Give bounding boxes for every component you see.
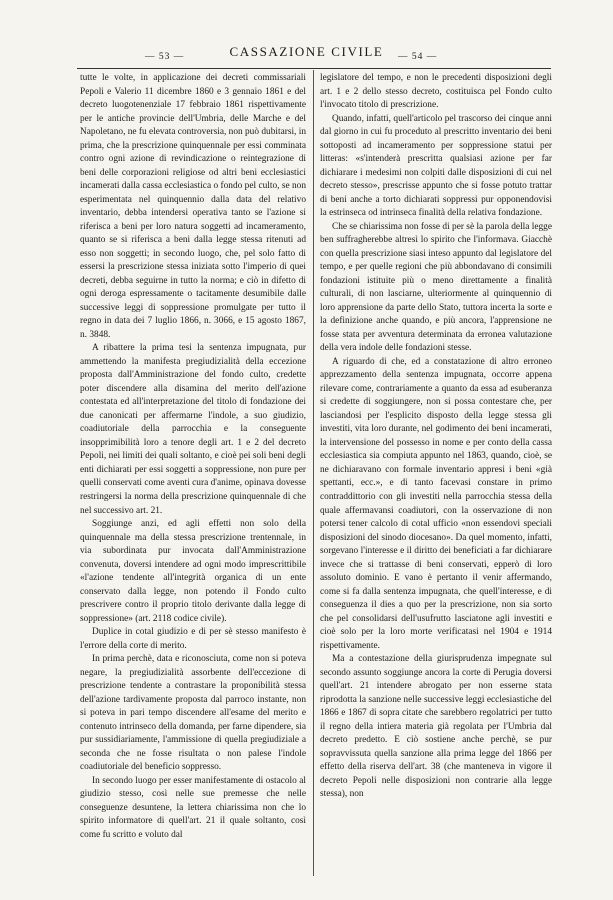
paragraph: In secondo luogo per esser manifestamente di ostacolo al giudizio stesso, così nelle sue premesse che nelle conseguenze desuntene, la lettera chiarissima non che lo spirito informatore di quell'art. 21 il quale soltanto, così come fu scritto e voluto dal: [80, 775, 306, 840]
paragraph: Quando, infatti, quell'articolo pel trascorso dei cinque anni dal giorno in cui fu proceduto al prescritto inventario dei beni sottoposti ad incameramento per soppressione statui per litteras: «s'intenderà prescritta qualsiasi azione per far dichiarare i medesimi non colpiti dalle disposizioni di cui nel decreto stesso», prescrisse appunto che si fosse potuto trattar di beni anche a torto dichiarati soppressi pur opponendovisi la estrinseca od intrinseca finalità della relativa fondazione.: [320, 113, 552, 219]
left-column: [80, 72, 306, 842]
paragraph: tutte le volte, in applicazione dei decreti commissariali Pepoli e Valerio 11 dicembre 1860 e 3 gennaio 1861 e del decreto luogotenenziale 17 febbraio 1861 rispettivamente per le antiche provincie dell'Umbria, delle Marche e del Napoletano, ne fu elevata controversia, non può dubitarsi, in prima, che la prescrizione quinquennale per essi comminata contro ogni azione di revindicazione o reintegrazione di beni delle corporazioni religiose od altri beni ecclesiastici incamerati dalla cassa ecclesiastica o fondo pel culto, se non esperimentata nel quinquennio dalla data del relativo inventario, debba intendersi operativa tanto se l'azione si riferisca a beni per loro natura soggetti ad incameramento, quanto se si riferisca a beni dalla legge stessa ritenuti ad esso non soggetti; in secondo luogo, che, pel solo fatto di essersi la prescrizione stessa iniziata sotto l'imperio di quei decreti, debba seguirne in tutto la norma; e ciò in difetto di ogni deroga espressamente o tacitamente desumibile dalle successive leggi di soppressione promulgate per tutto il regno in data dei 7 luglio 1866, n. 3066, e 15 agosto 1867, n. 3848.: [80, 73, 306, 340]
paragraph: legislatore del tempo, e non le precedenti disposizioni degli art. 1 e 2 dello stesso decreto, costituisca pel Fondo culto l'invocato titolo di prescrizione.: [320, 73, 552, 111]
right-page-number: — 54 —: [398, 52, 438, 62]
paragraph: Che se chiarissima non fosse di per sè la parola della legge ben suffragherebbe altresì lo spirito che l'informava. Giacchè con quella prescrizione siasi inteso appunto dal legislatore del tempo, e per quelle regioni che più abbondavano di consimili fondazioni istituite più o meno direttamente a finalità culturali, di non lasciarne, ulteriormente al quinquennio di loro apprensione da parte dello Stato, tuttora incerta la sorte e la definizione anche quando, e più ancora, l'apprensione ne fosse stata per avventura determinata da erronea valutazione della vera indole delle fondazioni stesse.: [320, 221, 552, 354]
right-column: [320, 72, 552, 802]
paragraph: Soggiunge anzi, ed agli effetti non solo della quinquennale ma della stessa prescrizione trentennale, in via subordinata pur invocata dall'Amministrazione convenuta, doversi intendere ad ogni modo imprescrittibile «l'azione tendente all'integrità organica di un ente conservato dalla legge, non potendo il Fondo culto prescrivere contro il proprio titolo derivante dalla legge di soppressione» (art. 2118 codice civile).: [80, 519, 306, 624]
paragraph: A riguardo di che, ed a constatazione di altro erroneo apprezzamento della sentenza impugnata, occorre appena rilevare come, contrariamente a quanto da essa ad esuberanza si credette di soggiungere, non si possa contestare che, per lasciandosi per l'esplicito disposto della legge stessa gli investiti, vita loro durante, nel godimento dei beni incamerati, la intervensione del possesso in nome e per conto della cassa ecclesiastica sia compiuta appunto nel 1863, quando, cioè, se ne dichiaravano con formale inventario appresi i beni «già spettanti, ecc.», e di tanto facevasi constare in primo contraddittorio con gli investiti nella parrocchia stessa della quale affermavansi coadiutori, con la osservazione di non potersi tener calcolo di cotal ufficio «non essendovi speciali disposizioni del sinodo diocesano». Da quel momento, infatti, sorgevano l'interesse e il diritto dei beneficiati a far dichiarare invece che si trattasse di beni conservati, epperò di loro assoluto dominio. E vano è pertanto il venir affermando, come si fa dalla sentenza impugnata, che quell'interesse, e di conseguenza il dies a quo per la prescrizione, non sia sorto che pel consolidarsi dell'usufrutto lasciatone agli investiti e cioè solo per la loro morte verificatasi nel 1904 e 1914 rispettivamente.: [320, 356, 552, 651]
paragraph: Duplice in cotal giudizio e di per sè stesso manifesto è l'errore della corte di merito.: [80, 627, 306, 651]
paragraph: Ma a contestazione della giurisprudenza impegnate sul secondo assunto soggiunge ancora la corte di Perugia doversi quell'art. 21 intendere abrogato per non esserne stata riprodotta la sanzione nelle successive leggi ecclesiastiche del 1866 e 1867 di sopra citate che sarebbero regolatrici per tutto il regno della intiera materia già regolata per l'Umbria dal decreto predetto. E ciò sostiene anche perchè, se pur sopravvissuta quella sanzione alla prima legge del 1866 per effetto della riserva dell'art. 38 (che manteneva in vigore il decreto Pepoli nelle disposizioni non contrarie alla legge stessa), non: [320, 654, 552, 800]
paragraph: A ribattere la prima tesi la sentenza impugnata, pur ammettendo la manifesta pregiudizialità della eccezione proposta dall'Amministrazione del fondo culto, credette poter discendere alla disamina del merito dell'azione contestata ed all'interpretazione del titolo di fondazione dei due canonicati per affermarne l'indole, a suo giudizio, coadiutoriale della parrocchia e la conseguente insopprimibilità loro a tenore degli art. 1 e 2 del decreto Pepoli, nei limiti dei quali soltanto, e cioè pei soli beni degli enti dichiarati per essi soggetti a soppressione, non pure per quelli conservati come aventi cura d'anime, opinava dovesse restringersi la norma della prescrizione quinquennale di che nel successivo art. 21.: [80, 343, 306, 516]
page-header: [0, 44, 613, 64]
column-divider: [313, 70, 314, 876]
running-title: CASSAZIONE CIVILE: [229, 44, 384, 59]
header-rule: [77, 68, 551, 69]
left-page-number: — 53 —: [145, 52, 185, 62]
paragraph: In prima perchè, data e riconosciuta, come non si poteva negare, la pregiudizialità assorbente dell'eccezione di prescrizione tendente a contrastare la proponibilità stessa dell'azione tardivamente proposta dal parroco instante, non si poteva in pari tempo discendere all'esame del merito e contenuto intrinseco della domanda, per farne dipendere, sia pur sussidiariamente, l'ammissione di quella pregiudiziale a seconda che ne fosse risultata o non palese l'indole coadiutoriale del beneficio soppresso.: [80, 654, 306, 773]
